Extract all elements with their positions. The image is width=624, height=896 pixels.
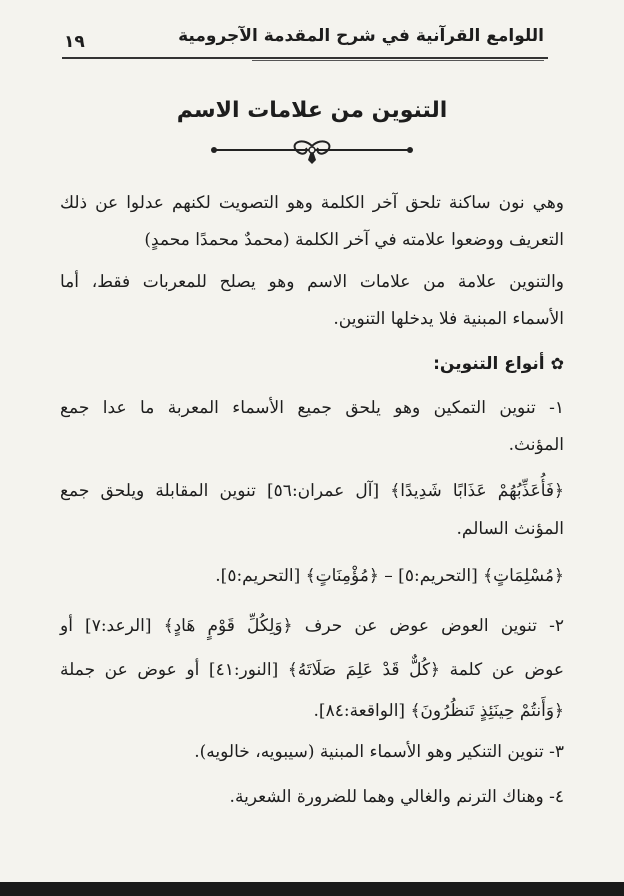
text-line-10: ٢- تنوين العوض عوض عن حرف ﴿وَلِكُلِّ قَوْمٍ هَادٍ﴾ [الرعد:٧] أو [60, 616, 565, 636]
text-line-13: ٣- تنوين التنكير وهو الأسماء المبنية (سيبويه، خالويه). [194, 742, 564, 762]
ornament-divider-icon [210, 138, 414, 166]
text-line-6: المؤنث. [508, 435, 564, 455]
chapter-title: التنوين من علامات الاسم [176, 98, 448, 123]
section-heading [60, 349, 564, 379]
text-line-12: ﴿وَأَنتُمْ حِينَئِذٍ تَنظُرُونَ﴾ [الواقعة:٨٤]. [313, 701, 564, 721]
text-line-5: ١- تنوين التمكين وهو يلحق جميع الأسماء المعربة ما عدا جمع [60, 398, 564, 418]
text-line-11: عوض عن كلمة ﴿كُلٌّ قَدْ عَلِمَ صَلَاتَهُ﴾ [النور:٤١] أو عوض عن جملة [60, 660, 564, 680]
text-line-3: والتنوين علامة من علامات الاسم وهو يصلح للمعربات فقط، أما [60, 272, 564, 292]
text-line-2: التعريف ووضعوا علامته في آخر الكلمة (محمدٌ محمدًا محمدٍ) [144, 230, 564, 250]
text-line-8: المؤنث السالم. [456, 519, 564, 539]
text-line-14: ٤- وهناك الترنم والغالي وهما للضرورة الشعرية. [229, 787, 564, 807]
types-heading-text: أنواع التنوين: [433, 354, 545, 374]
page-number: ١٩ [64, 32, 85, 52]
header-rule-secondary [252, 60, 544, 61]
text-line-9: ﴿مُسْلِمَاتٍ﴾ [التحريم:٥] – ﴿مُؤْمِنَاتٍ﴾ [التحريم:٥]. [215, 566, 564, 586]
text-line-7: ﴿فَأُعَذِّبُهُمْ عَذَابًا شَدِيدًا﴾ [آل عمران:٥٦] تنوين المقابلة ويلحق جمع [60, 481, 564, 501]
flower-bullet-icon: ✿ [550, 354, 564, 373]
scan-bottom-edge [0, 882, 624, 896]
text-line-1: وهي نون ساكنة تلحق آخر الكلمة وهو التصويت لكنهم عدلوا عن ذلك [60, 193, 564, 213]
text-line-4: الأسماء المبنية فلا يدخلها التنوين. [333, 309, 564, 329]
running-header-title: اللوامع القرآنية في شرح المقدمة الآجرومية [178, 26, 544, 46]
header-rule [62, 57, 548, 59]
